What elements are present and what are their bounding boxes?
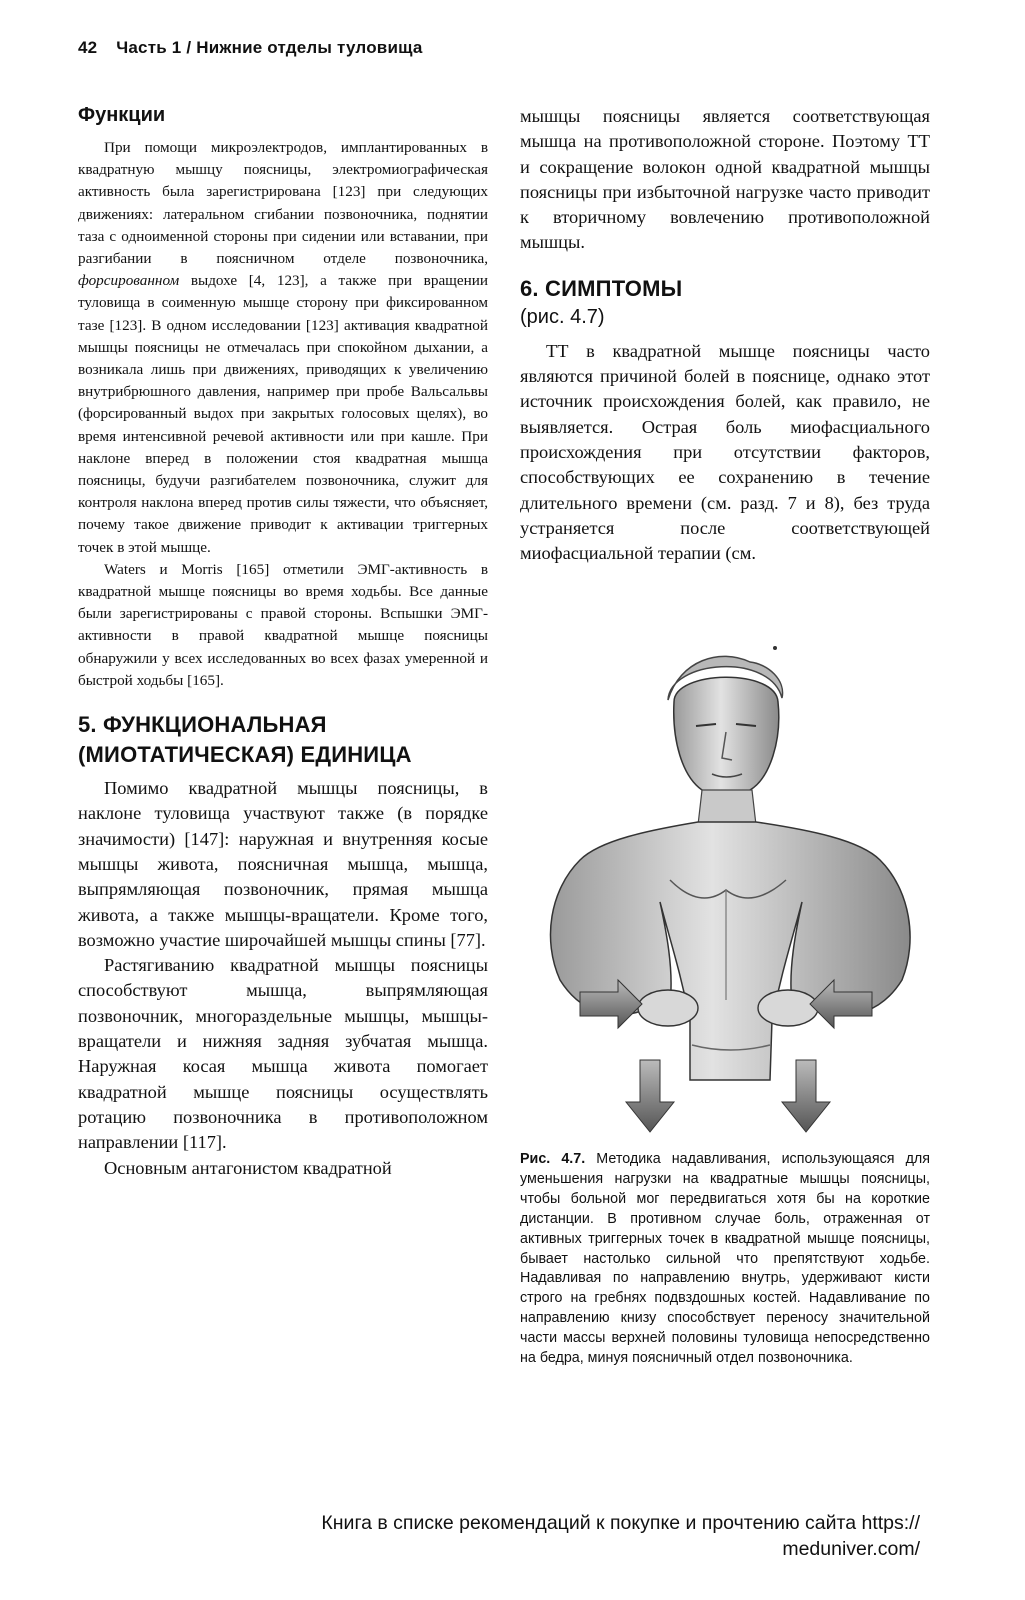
left-column	[78, 104, 488, 1181]
right-down-arrow	[782, 1060, 830, 1132]
right-hand	[758, 990, 818, 1026]
left-hand	[638, 990, 698, 1026]
speck-mark	[773, 646, 777, 650]
footer-line-2[interactable]: meduniver.com/	[782, 1538, 920, 1560]
section5-heading-line1: 5. ФУНКЦИОНАЛЬНАЯ	[78, 712, 327, 738]
section5-paragraph-3: Основным антагонистом квадратной	[104, 1157, 392, 1178]
site-footer	[150, 1510, 920, 1562]
figure-illustration	[520, 640, 930, 1140]
figure-caption	[520, 1150, 930, 1369]
section5-heading-line2: (МИОТАТИЧЕСКАЯ) ЕДИНИЦА	[78, 742, 412, 768]
section5-paragraph-1: Помимо квадратной мышцы поясницы, в наклоне туловища участвуют также (в порядке значимости) [147]: наружная и внутренняя косые мышцы живота, поясничная мышца, мышца, выпрямляющая позвоночник, прямая мышца живота, а также мышцы-вращатели. Кроме того, возможно участие широчайшей мышцы спины [77].	[78, 778, 488, 950]
page-number: 42	[78, 38, 98, 57]
figure-label: Рис. 4.7.	[520, 1151, 586, 1167]
torso	[550, 822, 910, 1080]
section6-paragraph: ТТ в квадратной мышце поясницы часто являются причиной болей в пояснице, однако этот источник происхождения болей, как правило, не выявляется. Острая боль миофасциального происхождения при отсутствии факторов, способствующих ее сохранению в течение длительного времени (см. разд. 7 и 8), без труда устраняется после соответствующей миофасциальной терапии (см.	[520, 340, 930, 564]
footer-line-1: Книга в списке рекомендаций к покупке и прочтению сайта https://	[321, 1512, 920, 1534]
section5-heading	[78, 710, 488, 770]
left-down-arrow	[626, 1060, 674, 1132]
running-head	[78, 38, 423, 58]
continued-paragraph: мышцы поясницы является соответствующая мышца на противоположной стороне. Поэтому ТТ и сокращение волокон одной квадратной мышцы поясницы при избыточной нагрузке часто приводит к вторичному вовлечению противоположной мышцы.	[520, 106, 930, 253]
functions-paragraph-2: Waters и Morris [165] отметили ЭМГ-активность в квадратной мышце поясницы во время ходьбы. Все данные были зарегистрированы с правой стороны. Вспышки ЭМГ-активности в правой квадратной мышце поясницы обнаружили у всех исследованных во всех фазах умеренной и быстрой ходьбы [165].	[78, 560, 488, 689]
head	[674, 677, 779, 797]
figure-4-7	[520, 640, 930, 1460]
neck	[698, 790, 756, 825]
section6-subheading: (рис. 4.7)	[520, 305, 605, 328]
figure-caption-text: Методика надавливания, использующаяся для уменьшения нагрузки на квадратные мышцы поясницы, чтобы больной мог передвигаться хотя бы на короткие дистанции. В противном случае боль, отраженная от активных триггерных точек в квадратной мышце поясницы, бывает настолько сильной что препятствуют ходьбе. Надавливая по направлению внутрь, удерживают кисти строго на гребнях подвздошных костей. Надавливание по направлению книзу способствует переносу значительной части массы верхней половины туловища непосредственно на бедра, минуя поясничный отдел позвоночника.	[520, 1151, 930, 1367]
section6-heading: 6. СИМПТОМЫ	[520, 275, 683, 301]
functions-paragraph-1: При помощи микроэлектродов, имплантированных в квадратную мышцу поясницы, электромиографическая активность была зарегистрирована [123] при следующих движениях: латеральном сгибании позвоночника, поднятии таза с одноименной стороны при сидении или вставании, при разгибании в поясничном отделе позвоночника, форсированном выдохе [4, 123], а также при вращении туловища в соименную мышце сторону при фиксированном тазе [123]. В одном исследовании [123] активация квадратной мышцы поясницы не отмечалась при спокойном дыхании, а возникала лишь при движениях, приводящих к увеличению внутрибрюшного давления, например при пробе Вальсальвы (форсированный выдох при закрытых голосовых щелях), во время интенсивной речевой активности или при кашле. При наклоне вперед в положении стоя квадратная мышца поясницы, будучи разгибателем позвоночника, служит для контроля наклона вперед против силы тяжести, что объясняет, почему такое движение приводит к активации триггерных точек в этой мышце.	[78, 139, 488, 556]
section5-paragraph-2: Растягиванию квадратной мышцы поясницы способствуют мышца, выпрямляющая позвоночник, многораздельные мышцы, мышцы-вращатели и нижняя задняя зубчатая мышца. Наружная косая мышца живота помогает квадратной мышце поясницы осуществлять ротацию позвоночника в противоположном направлении [117].	[78, 955, 488, 1153]
emphasized-term: форсированном	[78, 272, 180, 290]
right-column	[520, 104, 930, 566]
functions-heading: Функции	[78, 104, 166, 126]
running-title: Часть 1 / Нижние отделы туловища	[116, 38, 423, 57]
